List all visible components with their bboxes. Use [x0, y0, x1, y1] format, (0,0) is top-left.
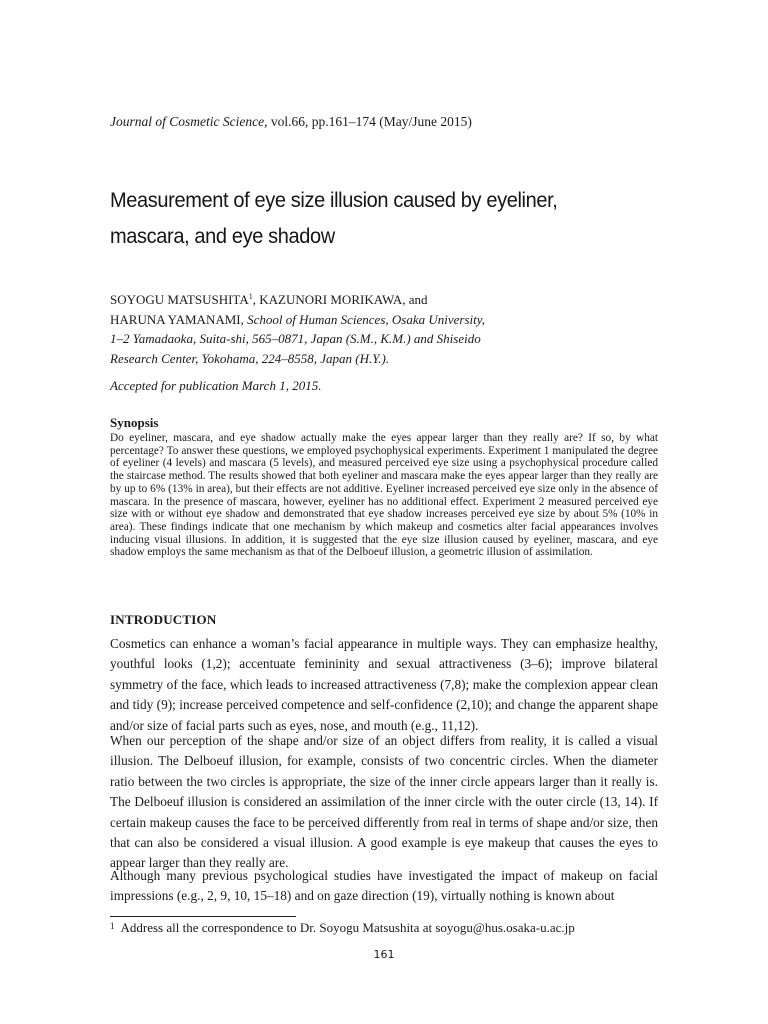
- author-name-1: SOYOGU MATSUSHITA: [110, 292, 249, 307]
- journal-name: Journal of Cosmetic Science: [110, 114, 265, 129]
- footnote: [110, 920, 575, 936]
- article-title: [110, 182, 620, 254]
- footnote-text: Address all the correspondence to Dr. Soyogu Matsushita at soyogu@hus.osaka-u.ac.jp: [120, 920, 575, 935]
- page-number: 161: [373, 948, 395, 961]
- journal-details: , vol.66, pp.161–174 (May/June 2015): [264, 114, 472, 129]
- synopsis-text: Do eyeliner, mascara, and eye shadow actually make the eyes appear larger than they really are? If so, by what percentage? To answer these questions, we employed psychophysical experiments. Experiment 1 manipulated the degree of eyeliner (4 levels) and mascara (5 levels), and measured perceived eye size using a psychophysical procedure called the staircase method. The results showed that both eyeliner and mascara make the eyes appear larger than they really are by up to 6% (13% in area), but their effects are not additive. Eyeliner increased perceived eye size only in the absence of mascara. In the presence of mascara, however, eyeliner has no additional effect. Experiment 2 measured perceived eye size with or without eye shadow and demonstrated that eye shadow increases perceived eye size by about 5% (10% in area). These findings indicate that one mechanism by which makeup and cosmetics alter facial appearances involves inducing visual illusions. In addition, it is suggested that the eye size illusion caused by eyeliner, mascara, and eye shadow employs the same mechanism as that of the Delboeuf illusion, a geometric illusion of assimilation.: [110, 432, 658, 559]
- author-line-1: [110, 290, 658, 310]
- author-name-3: HARUNA YAMANAMI,: [110, 311, 248, 327]
- affiliation-line-1: School of Human Sciences, Osaka University,: [247, 311, 486, 327]
- author-line-2: [110, 310, 658, 330]
- footnote-divider: [110, 916, 296, 917]
- synopsis-heading: Synopsis: [110, 415, 159, 430]
- title-line-2: mascara, and eye shadow: [110, 224, 335, 248]
- footnote-mark: 1: [110, 921, 115, 931]
- intro-paragraph-1: Cosmetics can enhance a woman’s facial appearance in multiple ways. They can emphasize healthy, youthful looks (1,2); accentuate femininity and sexual attractiveness (3–6); improve bilateral symmetry of the face, which leads to increased attractiveness (7,8); make the complexion appear clean and tidy (9); increase perceived competence and self-confidence (2,10); and change the apparent shape and/or size of facial parts such as eyes, nose, and mouth (e.g., 11,12).: [110, 636, 658, 733]
- intro-paragraph-3: Although many previous psychological studies have investigated the impact of makeup on facial impressions (e.g., 2, 9, 10, 15–18) and on gaze direction (19), virtually nothing is known about: [110, 868, 658, 904]
- title-line-1: Measurement of eye size illusion caused by eyeliner,: [110, 188, 558, 212]
- author-footnote-mark: 1: [248, 292, 253, 301]
- affiliation-line-3: Research Center, Yokohama, 224–8558, Japan (H.Y.).: [110, 350, 390, 366]
- accepted-date: Accepted for publication March 1, 2015.: [110, 378, 322, 393]
- intro-paragraph-2: When our perception of the shape and/or size of an object differs from reality, it is called a visual illusion. The Delboeuf illusion, for example, consists of two concentric circles. When the diameter ratio between the two circles is appropriate, the size of the inner circle appears larger than it really is. The Delboeuf illusion is considered an assimilation of the inner circle with the outer circle (13, 14). If certain makeup causes the face to be perceived differently from real in terms of shape and/or size, then that can also be considered a visual illusion. A good example is eye makeup that causes the eyes to appear larger than they really are.: [110, 733, 658, 871]
- journal-citation: [110, 114, 472, 130]
- affiliation-line-2: 1–2 Yamadaoka, Suita-shi, 565–0871, Japan (S.M., K.M.) and Shiseido: [110, 331, 481, 346]
- introduction-heading: INTRODUCTION: [110, 612, 217, 627]
- author-names-rest: , KAZUNORI MORIKAWA, and: [252, 292, 428, 307]
- author-block: [110, 290, 658, 368]
